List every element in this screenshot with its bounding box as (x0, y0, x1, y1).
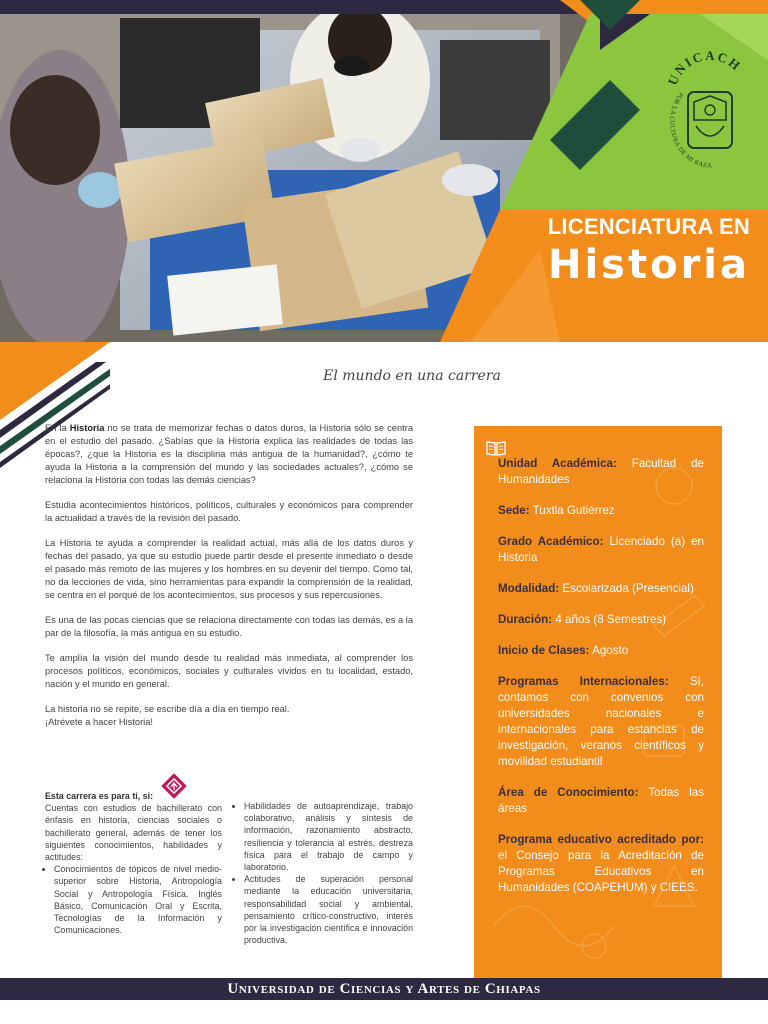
intro-paragraph: Te amplía la visión del mundo desde tu realidad más inmediata, al comprender los procesos políticos, económicos, sociales y culturales vividos en tu localidad, estado, nación y el mundo en general. (45, 653, 413, 689)
hero-graphic (0, 0, 768, 342)
list-item: • Actitudes de superación personal mediante la educación universitaria, responsabilidad social y ambiental, pensamiento crítico-constructivo, interés por la investigación científica e innovación productiva. (244, 873, 413, 946)
title-block (548, 214, 750, 288)
career-bullets-left (45, 863, 222, 936)
program-type: LICENCIATURA EN (547, 214, 750, 239)
list-item: • Habilidades de autoaprendizaje, trabajo colaborativo, análisis y síntesis de información, razonamiento abstracto, resiliencia y tolerancia al estrés, destreza física para el trabajo de campo y laboratorio. (244, 800, 413, 873)
highlight-historia: Historia (69, 423, 105, 433)
unicach-crest-icon (660, 50, 760, 170)
info-inicio: Inicio de Clases: Agosto (498, 644, 629, 657)
info-duracion: Duración: 4 años (8 Semestres) (498, 613, 667, 626)
intro-paragraph: La Historia te ayuda a comprender la realidad actual, más allá de los datos duros y fechas del pasado, ya que su estudio puede partir desde el presente inmediato o desde el pasado más remoto de las mujeres y los hombres en su devenir del tiempo. Como tal, no da lecciones de vida, sino herramientas para expandir la comprensión de la realidad, se centra en el porqué de los acontecimientos, sus procesos y sus repercusiones. (45, 538, 413, 600)
program-info-panel (474, 426, 722, 982)
info-programas: Programas Internacionales: Sí, contamos con convenios con universidades nacionales e internacionales para estancias de investigación, veranos científicos y movilidad estudiantil (498, 675, 704, 768)
footer-bar (0, 978, 768, 1000)
tagline: El mundo en una carrera (323, 368, 501, 384)
intro-paragraph: En la Historia no se trata de memorizar fechas o datos duros, la Historia sólo se centra en el estudio del pasado. ¿Sabías que la Historia explica las realidades de todas las épocas?, ¿que la Historia es la disciplina más antigua de la humanidad?, ¿cómo te ayuda la Historia a la comprensión del mundo y las sociedades actuales?, ¿cómo se relaciona la Historia con todas las demás ciencias? (45, 423, 413, 485)
career-intro: Cuentas con estudios de bachillerato con énfasis en historia, ciencias sociales o bachillerato general, además de tener los siguientes conocimientos, habilidades y actitudes: (45, 803, 222, 863)
info-acreditado: Programa educativo acreditado por: el Consejo para la Acreditación de Programas Educativos en Humanidades (COAPEHUM) y CIEES. (498, 833, 704, 894)
info-sede: Sede: Tuxtla Gutiérrez (498, 504, 615, 517)
intro-paragraph: Estudia acontecimientos históricos, políticos, culturales y económicos para comprender la actualidad a través de la revisión del pasado. (45, 500, 413, 523)
svg-text:POR LA CULTURA DE MI RAZA (668, 91, 712, 170)
logo-motto: POR LA CULTURA DE MI RAZA (668, 90, 713, 170)
career-bullets-right (235, 800, 413, 946)
university-name: Universidad de Ciencias y Artes de Chiapas (227, 981, 541, 997)
intro-paragraph: Es una de las pocas ciencias que se relaciona directamente con todas las demás, es a la par de la filosofía, la más antigua en su estudio. (45, 615, 413, 638)
unicach-logo (660, 50, 760, 170)
list-item: • Conocimientos de tópicos de nivel medio-superior sobre Historia, Antropología Social y Antropología Física, Inglés Básico, Comunicación Oral y Escrita, Tecnologías de la Información y Comunicaciones. (54, 863, 222, 936)
program-info-list (498, 456, 704, 911)
program-name: Historia (547, 242, 750, 288)
book-icon (486, 440, 506, 456)
career-right-column (235, 800, 413, 946)
info-area: Área de Conocimiento: Todas las áreas (498, 786, 704, 815)
intro-text (45, 422, 413, 741)
intro-paragraph: La historia no se repite, se escribe día a día en tiempo real. ¡Atrévete a hacer Historia! (45, 704, 290, 727)
info-grado: Grado Académico: Licenciado (a) en Historia (498, 535, 704, 564)
hero-banner (0, 0, 768, 342)
logo-wordmark: UNICACH (664, 50, 745, 88)
svg-text:UNICACH (665, 50, 745, 87)
info-unidad: Unidad Académica: Facultad de Humanidades (498, 457, 704, 486)
info-modalidad: Modalidad: Escolarizada (Presencial) (498, 582, 694, 595)
career-title: Esta carrera es para ti, si: (45, 791, 154, 801)
career-left-column (45, 790, 222, 936)
